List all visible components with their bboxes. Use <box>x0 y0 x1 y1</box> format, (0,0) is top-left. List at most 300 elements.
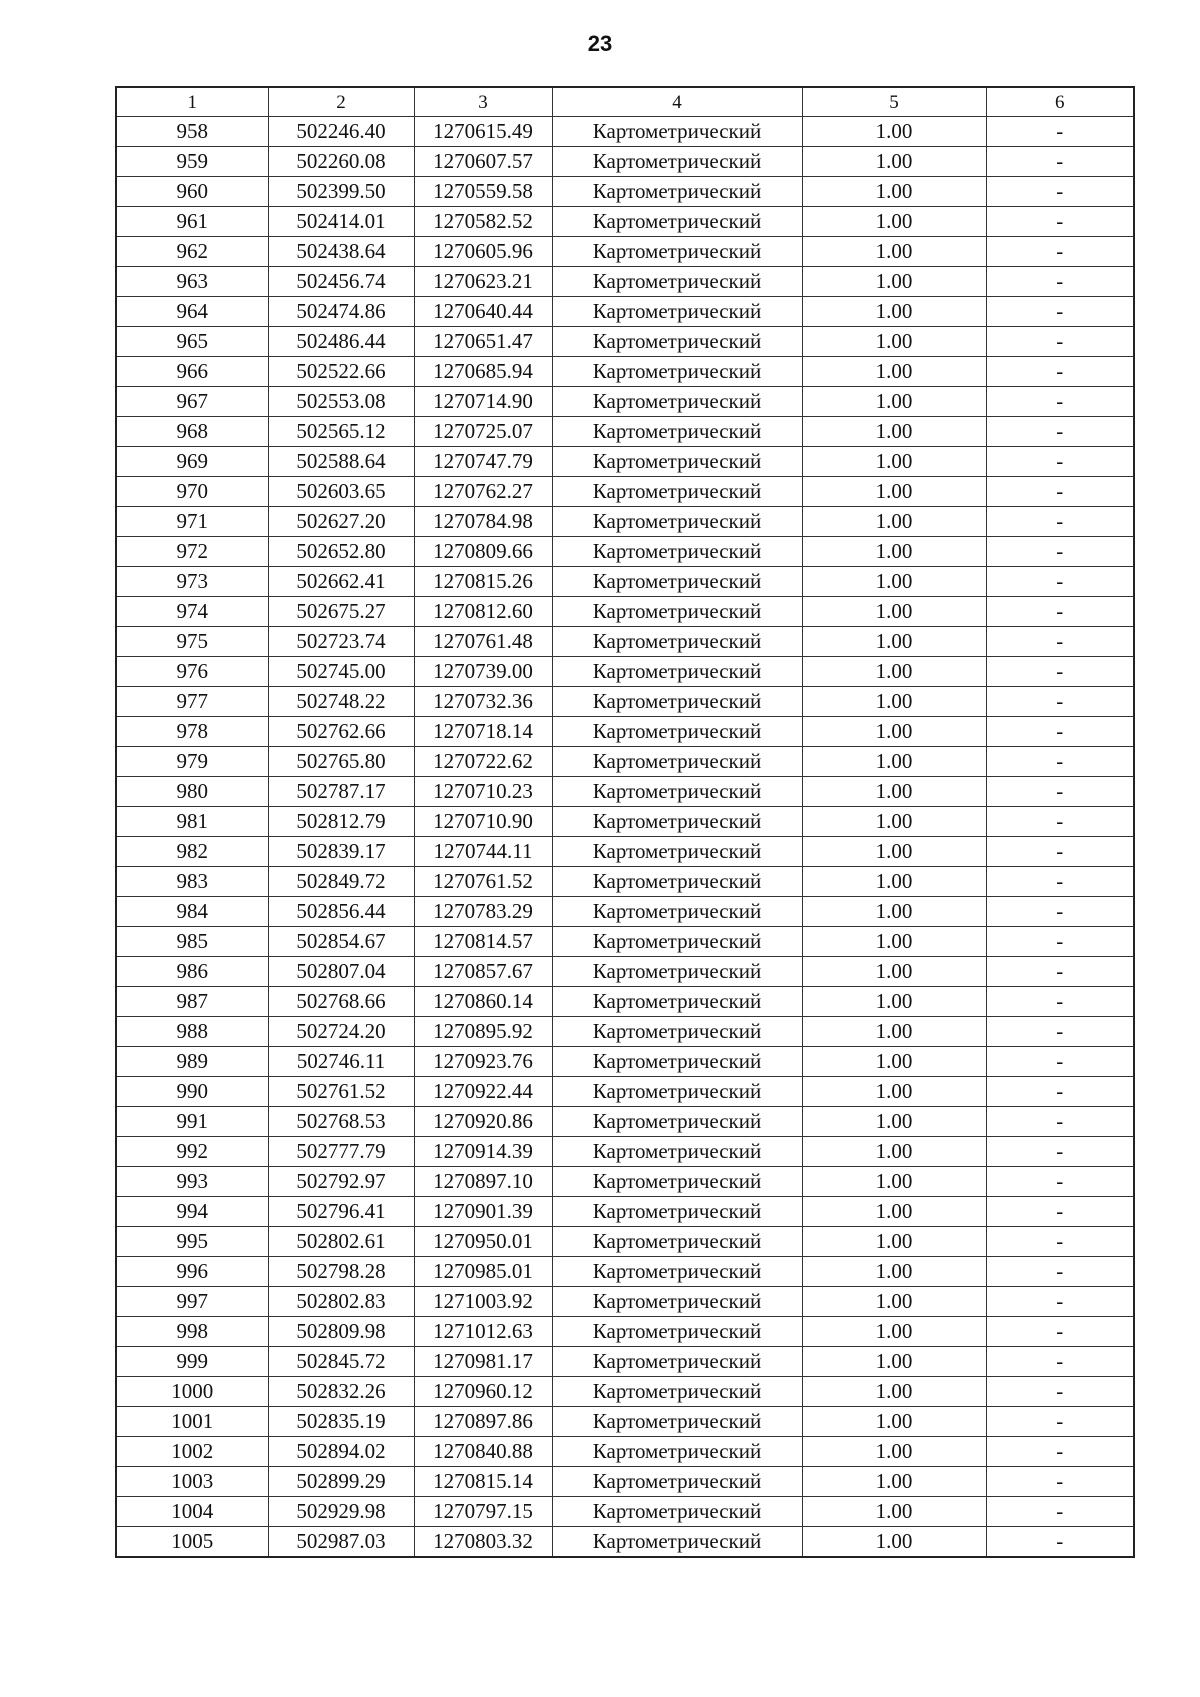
accuracy-cell: 1.00 <box>802 717 986 747</box>
point-number-cell: 975 <box>116 627 268 657</box>
accuracy-cell: 1.00 <box>802 1347 986 1377</box>
y-coordinate-cell: 1270710.23 <box>414 777 552 807</box>
x-coordinate-cell: 502761.52 <box>268 1077 414 1107</box>
accuracy-cell: 1.00 <box>802 747 986 777</box>
accuracy-cell: 1.00 <box>802 1257 986 1287</box>
accuracy-cell: 1.00 <box>802 417 986 447</box>
accuracy-cell: 1.00 <box>802 687 986 717</box>
method-cell: Картометрический <box>552 147 802 177</box>
method-cell: Картометрический <box>552 567 802 597</box>
note-cell: - <box>986 117 1134 147</box>
x-coordinate-cell: 502724.20 <box>268 1017 414 1047</box>
table-header <box>116 87 1134 117</box>
method-cell: Картометрический <box>552 777 802 807</box>
note-cell: - <box>986 747 1134 777</box>
note-cell: - <box>986 1227 1134 1257</box>
point-number-cell: 996 <box>116 1257 268 1287</box>
accuracy-cell: 1.00 <box>802 867 986 897</box>
note-cell: - <box>986 867 1134 897</box>
table-row <box>116 207 1134 237</box>
note-cell: - <box>986 1167 1134 1197</box>
y-coordinate-cell: 1270725.07 <box>414 417 552 447</box>
x-coordinate-cell: 502765.80 <box>268 747 414 777</box>
accuracy-cell: 1.00 <box>802 327 986 357</box>
method-cell: Картометрический <box>552 897 802 927</box>
accuracy-cell: 1.00 <box>802 387 986 417</box>
y-coordinate-cell: 1270920.86 <box>414 1107 552 1137</box>
x-coordinate-cell: 502792.97 <box>268 1167 414 1197</box>
note-cell: - <box>986 177 1134 207</box>
method-cell: Картометрический <box>552 177 802 207</box>
point-number-cell: 964 <box>116 297 268 327</box>
x-coordinate-cell: 502675.27 <box>268 597 414 627</box>
x-coordinate-cell: 502260.08 <box>268 147 414 177</box>
table-row <box>116 1317 1134 1347</box>
method-cell: Картометрический <box>552 207 802 237</box>
note-cell: - <box>986 1497 1134 1527</box>
point-number-cell: 1005 <box>116 1527 268 1558</box>
note-cell: - <box>986 357 1134 387</box>
column-header-6: 6 <box>986 87 1134 117</box>
x-coordinate-cell: 502723.74 <box>268 627 414 657</box>
method-cell: Картометрический <box>552 1077 802 1107</box>
note-cell: - <box>986 1197 1134 1227</box>
accuracy-cell: 1.00 <box>802 597 986 627</box>
method-cell: Картометрический <box>552 417 802 447</box>
note-cell: - <box>986 417 1134 447</box>
x-coordinate-cell: 502652.80 <box>268 537 414 567</box>
accuracy-cell: 1.00 <box>802 1167 986 1197</box>
table-row <box>116 1167 1134 1197</box>
point-number-cell: 1002 <box>116 1437 268 1467</box>
y-coordinate-cell: 1270651.47 <box>414 327 552 357</box>
note-cell: - <box>986 1377 1134 1407</box>
y-coordinate-cell: 1270895.92 <box>414 1017 552 1047</box>
accuracy-cell: 1.00 <box>802 267 986 297</box>
table-row <box>116 1137 1134 1167</box>
method-cell: Картометрический <box>552 1257 802 1287</box>
x-coordinate-cell: 502745.00 <box>268 657 414 687</box>
point-number-cell: 973 <box>116 567 268 597</box>
accuracy-cell: 1.00 <box>802 1077 986 1107</box>
accuracy-cell: 1.00 <box>802 1107 986 1137</box>
accuracy-cell: 1.00 <box>802 1227 986 1257</box>
method-cell: Картометрический <box>552 507 802 537</box>
accuracy-cell: 1.00 <box>802 777 986 807</box>
y-coordinate-cell: 1270605.96 <box>414 237 552 267</box>
note-cell: - <box>986 147 1134 177</box>
y-coordinate-cell: 1270714.90 <box>414 387 552 417</box>
y-coordinate-cell: 1270840.88 <box>414 1437 552 1467</box>
method-cell: Картометрический <box>552 1437 802 1467</box>
note-cell: - <box>986 567 1134 597</box>
x-coordinate-cell: 502802.83 <box>268 1287 414 1317</box>
note-cell: - <box>986 597 1134 627</box>
y-coordinate-cell: 1270923.76 <box>414 1047 552 1077</box>
note-cell: - <box>986 687 1134 717</box>
accuracy-cell: 1.00 <box>802 957 986 987</box>
column-header-5: 5 <box>802 87 986 117</box>
x-coordinate-cell: 502748.22 <box>268 687 414 717</box>
point-number-cell: 982 <box>116 837 268 867</box>
table-row <box>116 957 1134 987</box>
x-coordinate-cell: 502839.17 <box>268 837 414 867</box>
y-coordinate-cell: 1270985.01 <box>414 1257 552 1287</box>
accuracy-cell: 1.00 <box>802 1287 986 1317</box>
point-number-cell: 986 <box>116 957 268 987</box>
x-coordinate-cell: 502522.66 <box>268 357 414 387</box>
table-row <box>116 267 1134 297</box>
point-number-cell: 977 <box>116 687 268 717</box>
method-cell: Картометрический <box>552 297 802 327</box>
table-row <box>116 597 1134 627</box>
note-cell: - <box>986 957 1134 987</box>
y-coordinate-cell: 1270803.32 <box>414 1527 552 1558</box>
point-number-cell: 976 <box>116 657 268 687</box>
accuracy-cell: 1.00 <box>802 147 986 177</box>
point-number-cell: 997 <box>116 1287 268 1317</box>
x-coordinate-cell: 502807.04 <box>268 957 414 987</box>
y-coordinate-cell: 1270747.79 <box>414 447 552 477</box>
point-number-cell: 963 <box>116 267 268 297</box>
accuracy-cell: 1.00 <box>802 177 986 207</box>
accuracy-cell: 1.00 <box>802 447 986 477</box>
page-number: 23 <box>587 31 613 56</box>
point-number-cell: 984 <box>116 897 268 927</box>
x-coordinate-cell: 502474.86 <box>268 297 414 327</box>
table-row <box>116 177 1134 207</box>
note-cell: - <box>986 1017 1134 1047</box>
method-cell: Картометрический <box>552 1107 802 1137</box>
note-cell: - <box>986 1527 1134 1558</box>
x-coordinate-cell: 502929.98 <box>268 1497 414 1527</box>
method-cell: Картометрический <box>552 327 802 357</box>
y-coordinate-cell: 1270761.52 <box>414 867 552 897</box>
accuracy-cell: 1.00 <box>802 537 986 567</box>
accuracy-cell: 1.00 <box>802 627 986 657</box>
y-coordinate-cell: 1270710.90 <box>414 807 552 837</box>
accuracy-cell: 1.00 <box>802 1017 986 1047</box>
x-coordinate-cell: 502894.02 <box>268 1437 414 1467</box>
point-number-cell: 1004 <box>116 1497 268 1527</box>
method-cell: Картометрический <box>552 1287 802 1317</box>
y-coordinate-cell: 1270607.57 <box>414 147 552 177</box>
y-coordinate-cell: 1270640.44 <box>414 297 552 327</box>
note-cell: - <box>986 987 1134 1017</box>
note-cell: - <box>986 507 1134 537</box>
x-coordinate-cell: 502787.17 <box>268 777 414 807</box>
note-cell: - <box>986 1137 1134 1167</box>
point-number-cell: 960 <box>116 177 268 207</box>
x-coordinate-cell: 502456.74 <box>268 267 414 297</box>
table-row <box>116 1047 1134 1077</box>
y-coordinate-cell: 1270732.36 <box>414 687 552 717</box>
x-coordinate-cell: 502987.03 <box>268 1527 414 1558</box>
x-coordinate-cell: 502414.01 <box>268 207 414 237</box>
table-row <box>116 537 1134 567</box>
method-cell: Картометрический <box>552 1377 802 1407</box>
method-cell: Картометрический <box>552 357 802 387</box>
accuracy-cell: 1.00 <box>802 1377 986 1407</box>
y-coordinate-cell: 1271003.92 <box>414 1287 552 1317</box>
note-cell: - <box>986 1287 1134 1317</box>
x-coordinate-cell: 502777.79 <box>268 1137 414 1167</box>
accuracy-cell: 1.00 <box>802 897 986 927</box>
note-cell: - <box>986 1257 1134 1287</box>
method-cell: Картометрический <box>552 627 802 657</box>
method-cell: Картометрический <box>552 867 802 897</box>
table-row <box>116 717 1134 747</box>
x-coordinate-cell: 502809.98 <box>268 1317 414 1347</box>
point-number-cell: 989 <box>116 1047 268 1077</box>
method-cell: Картометрический <box>552 1017 802 1047</box>
method-cell: Картометрический <box>552 837 802 867</box>
point-number-cell: 985 <box>116 927 268 957</box>
accuracy-cell: 1.00 <box>802 837 986 867</box>
point-number-cell: 961 <box>116 207 268 237</box>
method-cell: Картометрический <box>552 927 802 957</box>
point-number-cell: 1000 <box>116 1377 268 1407</box>
x-coordinate-cell: 502762.66 <box>268 717 414 747</box>
accuracy-cell: 1.00 <box>802 987 986 1017</box>
table-row <box>116 807 1134 837</box>
note-cell: - <box>986 777 1134 807</box>
accuracy-cell: 1.00 <box>802 567 986 597</box>
table-body <box>116 117 1134 1558</box>
x-coordinate-cell: 502627.20 <box>268 507 414 537</box>
method-cell: Картометрический <box>552 957 802 987</box>
table-row <box>116 1287 1134 1317</box>
x-coordinate-cell: 502768.53 <box>268 1107 414 1137</box>
point-number-cell: 991 <box>116 1107 268 1137</box>
accuracy-cell: 1.00 <box>802 1497 986 1527</box>
x-coordinate-cell: 502856.44 <box>268 897 414 927</box>
table-row <box>116 117 1134 147</box>
y-coordinate-cell: 1270762.27 <box>414 477 552 507</box>
method-cell: Картометрический <box>552 687 802 717</box>
accuracy-cell: 1.00 <box>802 657 986 687</box>
point-number-cell: 998 <box>116 1317 268 1347</box>
x-coordinate-cell: 502603.65 <box>268 477 414 507</box>
table-row <box>116 867 1134 897</box>
note-cell: - <box>986 897 1134 927</box>
note-cell: - <box>986 1077 1134 1107</box>
y-coordinate-cell: 1270860.14 <box>414 987 552 1017</box>
y-coordinate-cell: 1270981.17 <box>414 1347 552 1377</box>
accuracy-cell: 1.00 <box>802 1137 986 1167</box>
method-cell: Картометрический <box>552 747 802 777</box>
table-row <box>116 387 1134 417</box>
method-cell: Картометрический <box>552 117 802 147</box>
method-cell: Картометрический <box>552 1047 802 1077</box>
point-number-cell: 970 <box>116 477 268 507</box>
note-cell: - <box>986 477 1134 507</box>
accuracy-cell: 1.00 <box>802 1197 986 1227</box>
method-cell: Картометрический <box>552 1317 802 1347</box>
table-row <box>116 657 1134 687</box>
x-coordinate-cell: 502802.61 <box>268 1227 414 1257</box>
accuracy-cell: 1.00 <box>802 927 986 957</box>
table-row <box>116 147 1134 177</box>
table-row <box>116 1347 1134 1377</box>
point-number-cell: 995 <box>116 1227 268 1257</box>
table-row <box>116 357 1134 387</box>
y-coordinate-cell: 1270797.15 <box>414 1497 552 1527</box>
point-number-cell: 962 <box>116 237 268 267</box>
table-row <box>116 327 1134 357</box>
y-coordinate-cell: 1270922.44 <box>414 1077 552 1107</box>
y-coordinate-cell: 1270897.86 <box>414 1407 552 1437</box>
table-row <box>116 237 1134 267</box>
table-row <box>116 987 1134 1017</box>
point-number-cell: 959 <box>116 147 268 177</box>
method-cell: Картометрический <box>552 657 802 687</box>
method-cell: Картометрический <box>552 1137 802 1167</box>
method-cell: Картометрический <box>552 237 802 267</box>
point-number-cell: 990 <box>116 1077 268 1107</box>
method-cell: Картометрический <box>552 1347 802 1377</box>
point-number-cell: 993 <box>116 1167 268 1197</box>
note-cell: - <box>986 447 1134 477</box>
y-coordinate-cell: 1270722.62 <box>414 747 552 777</box>
point-number-cell: 1001 <box>116 1407 268 1437</box>
table-row <box>116 1257 1134 1287</box>
point-number-cell: 994 <box>116 1197 268 1227</box>
x-coordinate-cell: 502553.08 <box>268 387 414 417</box>
table-row <box>116 1227 1134 1257</box>
table-row <box>116 1017 1134 1047</box>
column-header-3: 3 <box>414 87 552 117</box>
table-row <box>116 507 1134 537</box>
point-number-cell: 981 <box>116 807 268 837</box>
x-coordinate-cell: 502588.64 <box>268 447 414 477</box>
note-cell: - <box>986 387 1134 417</box>
column-header-2: 2 <box>268 87 414 117</box>
y-coordinate-cell: 1270812.60 <box>414 597 552 627</box>
x-coordinate-cell: 502849.72 <box>268 867 414 897</box>
method-cell: Картометрический <box>552 387 802 417</box>
method-cell: Картометрический <box>552 447 802 477</box>
point-number-cell: 958 <box>116 117 268 147</box>
y-coordinate-cell: 1270784.98 <box>414 507 552 537</box>
table-row <box>116 1437 1134 1467</box>
x-coordinate-cell: 502746.11 <box>268 1047 414 1077</box>
x-coordinate-cell: 502662.41 <box>268 567 414 597</box>
table-row <box>116 447 1134 477</box>
table-row <box>116 1197 1134 1227</box>
y-coordinate-cell: 1270814.57 <box>414 927 552 957</box>
accuracy-cell: 1.00 <box>802 1437 986 1467</box>
y-coordinate-cell: 1270783.29 <box>414 897 552 927</box>
x-coordinate-cell: 502246.40 <box>268 117 414 147</box>
y-coordinate-cell: 1270615.49 <box>414 117 552 147</box>
accuracy-cell: 1.00 <box>802 1047 986 1077</box>
method-cell: Картометрический <box>552 1527 802 1558</box>
y-coordinate-cell: 1270901.39 <box>414 1197 552 1227</box>
method-cell: Картометрический <box>552 477 802 507</box>
y-coordinate-cell: 1270950.01 <box>414 1227 552 1257</box>
note-cell: - <box>986 1107 1134 1137</box>
point-number-cell: 971 <box>116 507 268 537</box>
y-coordinate-cell: 1270960.12 <box>414 1377 552 1407</box>
accuracy-cell: 1.00 <box>802 1317 986 1347</box>
coordinates-table <box>115 86 1135 1558</box>
x-coordinate-cell: 502835.19 <box>268 1407 414 1437</box>
y-coordinate-cell: 1270744.11 <box>414 837 552 867</box>
y-coordinate-cell: 1270914.39 <box>414 1137 552 1167</box>
method-cell: Картометрический <box>552 987 802 1017</box>
note-cell: - <box>986 657 1134 687</box>
method-cell: Картометрический <box>552 807 802 837</box>
accuracy-cell: 1.00 <box>802 207 986 237</box>
table-row <box>116 1077 1134 1107</box>
table-row <box>116 477 1134 507</box>
method-cell: Картометрический <box>552 597 802 627</box>
note-cell: - <box>986 237 1134 267</box>
table-row <box>116 747 1134 777</box>
y-coordinate-cell: 1270809.66 <box>414 537 552 567</box>
point-number-cell: 966 <box>116 357 268 387</box>
y-coordinate-cell: 1270897.10 <box>414 1167 552 1197</box>
point-number-cell: 968 <box>116 417 268 447</box>
table-row <box>116 1407 1134 1437</box>
point-number-cell: 972 <box>116 537 268 567</box>
x-coordinate-cell: 502399.50 <box>268 177 414 207</box>
method-cell: Картометрический <box>552 1227 802 1257</box>
note-cell: - <box>986 927 1134 957</box>
point-number-cell: 992 <box>116 1137 268 1167</box>
table-row <box>116 927 1134 957</box>
accuracy-cell: 1.00 <box>802 357 986 387</box>
note-cell: - <box>986 207 1134 237</box>
point-number-cell: 987 <box>116 987 268 1017</box>
x-coordinate-cell: 502768.66 <box>268 987 414 1017</box>
x-coordinate-cell: 502565.12 <box>268 417 414 447</box>
header-row <box>116 87 1134 117</box>
x-coordinate-cell: 502798.28 <box>268 1257 414 1287</box>
accuracy-cell: 1.00 <box>802 1467 986 1497</box>
method-cell: Картометрический <box>552 1197 802 1227</box>
method-cell: Картометрический <box>552 1467 802 1497</box>
table-row <box>116 687 1134 717</box>
note-cell: - <box>986 1347 1134 1377</box>
note-cell: - <box>986 1467 1134 1497</box>
point-number-cell: 988 <box>116 1017 268 1047</box>
accuracy-cell: 1.00 <box>802 237 986 267</box>
accuracy-cell: 1.00 <box>802 117 986 147</box>
method-cell: Картометрический <box>552 1497 802 1527</box>
table-row <box>116 837 1134 867</box>
note-cell: - <box>986 297 1134 327</box>
method-cell: Картометрический <box>552 717 802 747</box>
column-header-1: 1 <box>116 87 268 117</box>
note-cell: - <box>986 1317 1134 1347</box>
x-coordinate-cell: 502854.67 <box>268 927 414 957</box>
method-cell: Картометрический <box>552 1407 802 1437</box>
point-number-cell: 983 <box>116 867 268 897</box>
accuracy-cell: 1.00 <box>802 297 986 327</box>
y-coordinate-cell: 1270857.67 <box>414 957 552 987</box>
y-coordinate-cell: 1270582.52 <box>414 207 552 237</box>
point-number-cell: 969 <box>116 447 268 477</box>
y-coordinate-cell: 1270718.14 <box>414 717 552 747</box>
table-row <box>116 1497 1134 1527</box>
note-cell: - <box>986 807 1134 837</box>
x-coordinate-cell: 502486.44 <box>268 327 414 357</box>
note-cell: - <box>986 627 1134 657</box>
method-cell: Картометрический <box>552 537 802 567</box>
table-row <box>116 1107 1134 1137</box>
